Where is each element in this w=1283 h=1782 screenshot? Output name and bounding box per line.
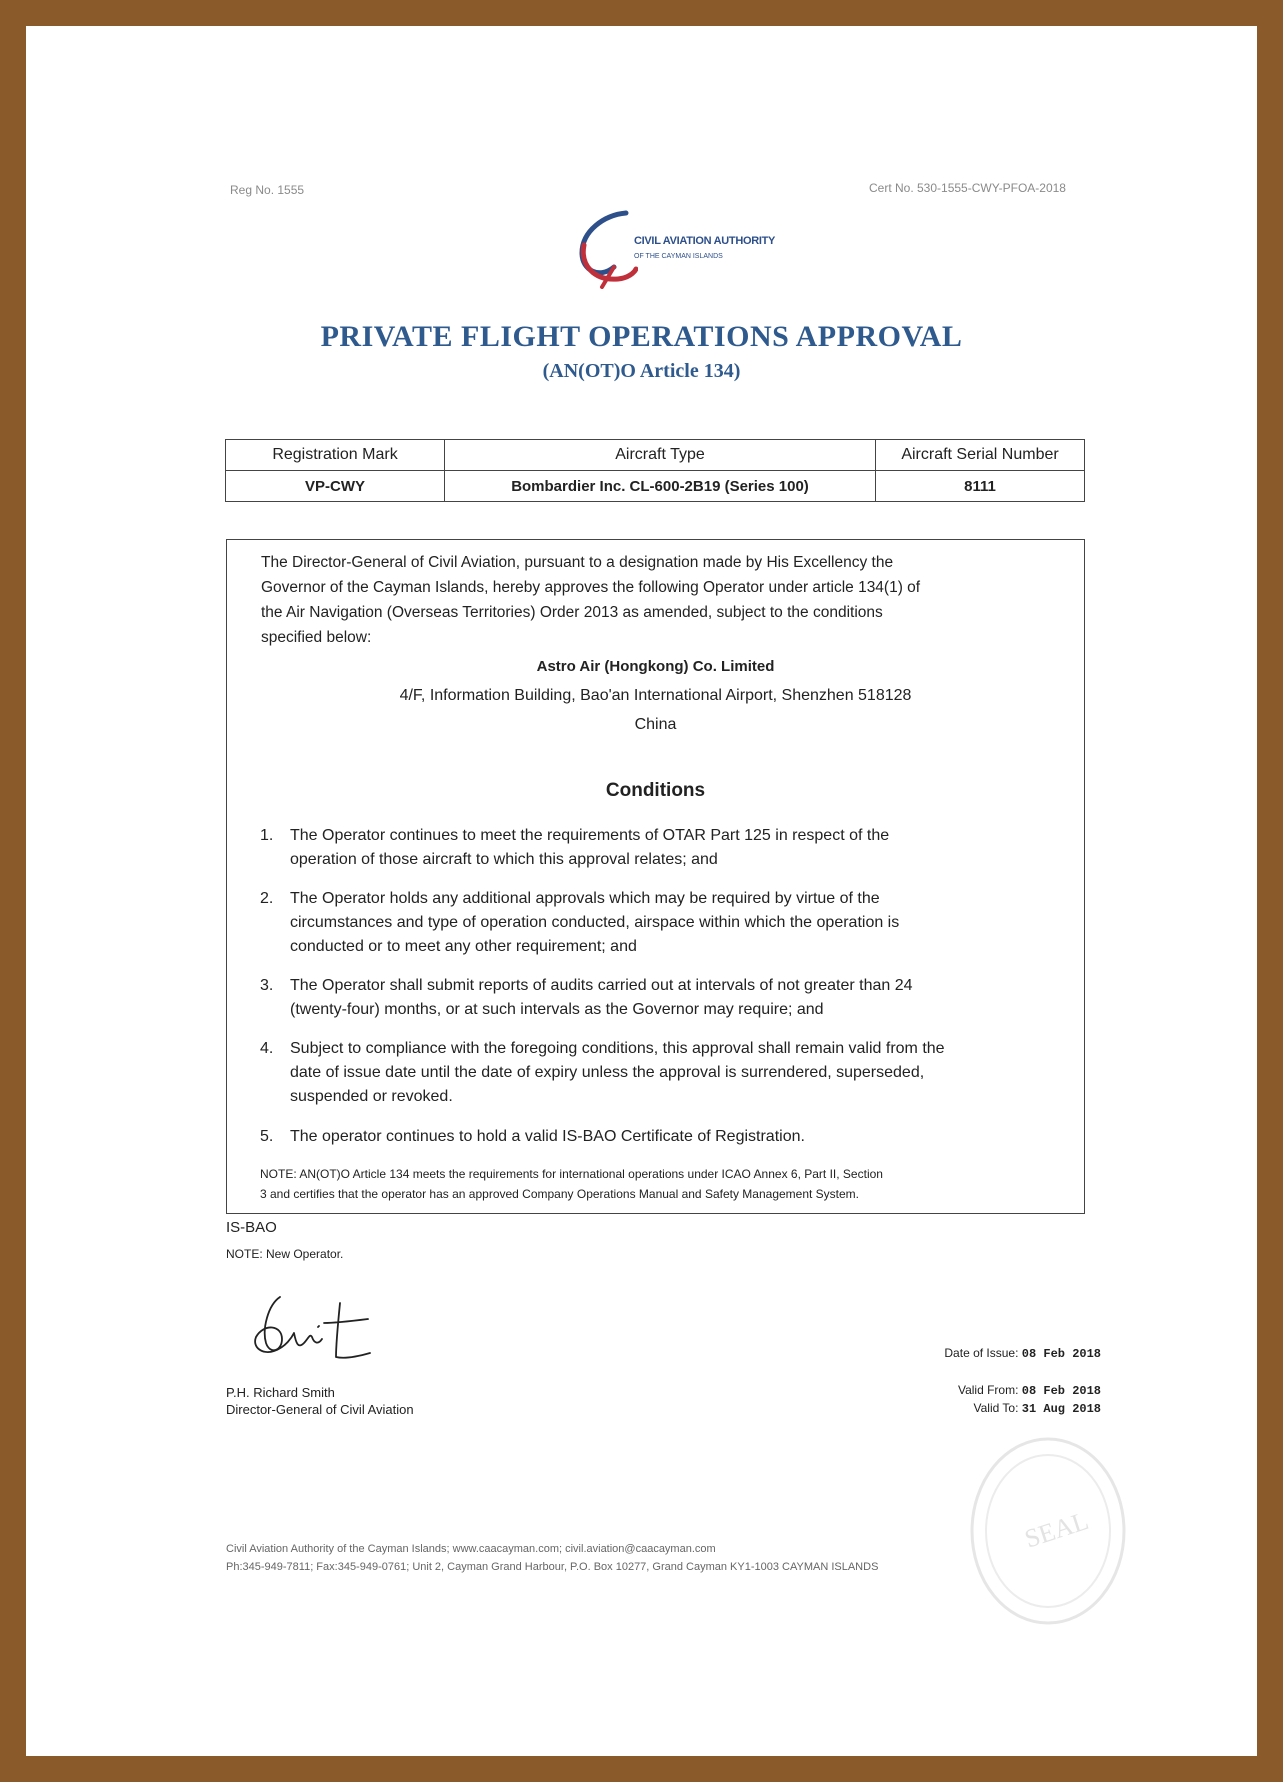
condition-number: 1. — [260, 827, 274, 844]
intro-line: specified below: — [261, 629, 372, 646]
footer-line2: Ph:345-949-7811; Fax:345-949-0761; Unit 2, Cayman Grand Harbour, P.O. Box 10277, Grand Cayman KY1-1003 CAYMAN ISLANDS — [226, 1561, 879, 1573]
approval-intro — [261, 550, 1061, 650]
header-serial-number: Aircraft Serial Number — [876, 440, 1085, 471]
signature-image — [252, 1293, 392, 1373]
condition-number: 3. — [260, 977, 274, 994]
intro-line: The Director-General of Civil Aviation, pursuant to a designation made by His Excellency the — [261, 554, 894, 571]
signer-name: P.H. Richard Smith — [226, 1385, 335, 1400]
issue-date-value: 08 Feb 2018 — [1021, 1347, 1101, 1361]
valid-from-value: 08 Feb 2018 — [1021, 1384, 1101, 1398]
footer — [226, 1540, 878, 1576]
aircraft-table — [225, 439, 1085, 502]
condition-item — [260, 1125, 1050, 1149]
valid-from-row — [846, 1382, 1101, 1400]
serial-number: 8111 — [876, 471, 1085, 502]
conditions-heading: Conditions — [605, 780, 706, 801]
operator-country: China — [634, 716, 677, 733]
footer-line1: Civil Aviation Authority of the Cayman Islands; www.caacayman.com; civil.aviation@caacayman.com — [226, 1543, 716, 1555]
intro-line: Governor of the Cayman Islands, hereby approves the following Operator under article 134(1) of — [261, 579, 921, 596]
registration-mark: VP-CWY — [226, 471, 445, 502]
approval-box — [226, 539, 1085, 1214]
document-subtitle: (AN(OT)O Article 134) — [542, 360, 741, 382]
operator-name: Astro Air (Hongkong) Co. Limited — [536, 658, 775, 675]
condition-line: circumstances and type of operation conducted, airspace within which the operation is — [290, 914, 900, 931]
condition-line: date of issue date until the date of expiry unless the approval is surrendered, superseded, — [290, 1064, 925, 1081]
valid-to-row — [846, 1400, 1101, 1418]
reg-number: Reg No. 1555 — [230, 183, 305, 197]
condition-line: The Operator holds any additional approvals which may be required by virtue of the — [290, 890, 880, 907]
header-registration-mark: Registration Mark — [226, 440, 445, 471]
condition-number: 4. — [260, 1040, 274, 1057]
condition-item — [260, 974, 1050, 1022]
header-aircraft-type: Aircraft Type — [445, 440, 876, 471]
table-row — [226, 471, 1085, 502]
condition-line: The Operator shall submit reports of audits carried out at intervals of not greater than 24 — [290, 977, 913, 994]
valid-to-label: Valid To: — [973, 1401, 1019, 1415]
intro-line: the Air Navigation (Overseas Territories) Order 2013 as amended, subject to the conditions — [261, 604, 883, 621]
seal-text: SEAL — [1021, 1505, 1092, 1554]
note-line: 3 and certifies that the operator has an approved Company Operations Manual and Safety Management System. — [260, 1187, 860, 1201]
document-title: PRIVATE FLIGHT OPERATIONS APPROVAL — [320, 320, 963, 353]
condition-line: suspended or revoked. — [290, 1088, 453, 1105]
embossed-seal-icon — [956, 1421, 1126, 1631]
condition-item — [260, 824, 1050, 872]
condition-line: operation of those aircraft to which this approval relates; and — [290, 851, 718, 868]
validity-dates — [846, 1345, 1101, 1418]
condition-line: conducted or to meet any other requirement; and — [290, 938, 637, 955]
caa-swoosh-icon — [574, 209, 638, 289]
logo-line1: CIVIL AVIATION AUTHORITY — [634, 235, 776, 247]
caa-logo — [574, 209, 814, 289]
note-line: NOTE: AN(OT)O Article 134 meets the requirements for international operations under ICAO Annex 6, Part II, Section — [260, 1167, 883, 1181]
condition-line: The Operator continues to meet the requirements of OTAR Part 125 in respect of the — [290, 827, 890, 844]
issue-date-label: Date of Issue: — [944, 1346, 1019, 1360]
issue-date-row — [846, 1345, 1101, 1363]
condition-number: 5. — [260, 1128, 274, 1145]
valid-to-value: 31 Aug 2018 — [1021, 1402, 1101, 1416]
cert-number: Cert No. 530-1555-CWY-PFOA-2018 — [869, 181, 1066, 195]
condition-line: The operator continues to hold a valid IS-BAO Certificate of Registration. — [290, 1128, 805, 1145]
logo-line2: OF THE CAYMAN ISLANDS — [634, 253, 723, 260]
signer-block — [226, 1384, 414, 1418]
condition-line: Subject to compliance with the foregoing conditions, this approval shall remain valid from the — [290, 1040, 945, 1057]
condition-item — [260, 1037, 1050, 1109]
valid-from-label: Valid From: — [957, 1383, 1019, 1397]
condition-line: (twenty-four) months, or at such intervals as the Governor may require; and — [290, 1001, 824, 1018]
operator-address: 4/F, Information Building, Bao'an International Airport, Shenzhen 518128 — [399, 687, 912, 704]
new-operator-note: NOTE: New Operator. — [226, 1247, 344, 1261]
is-bao-label: IS-BAO — [226, 1219, 277, 1236]
condition-number: 2. — [260, 890, 274, 907]
condition-item — [260, 887, 1050, 959]
table-header-row — [226, 440, 1085, 471]
approval-note — [260, 1164, 1070, 1204]
aircraft-type: Bombardier Inc. CL-600-2B19 (Series 100) — [445, 471, 876, 502]
signer-title: Director-General of Civil Aviation — [226, 1402, 414, 1417]
certificate-page — [26, 26, 1257, 1756]
